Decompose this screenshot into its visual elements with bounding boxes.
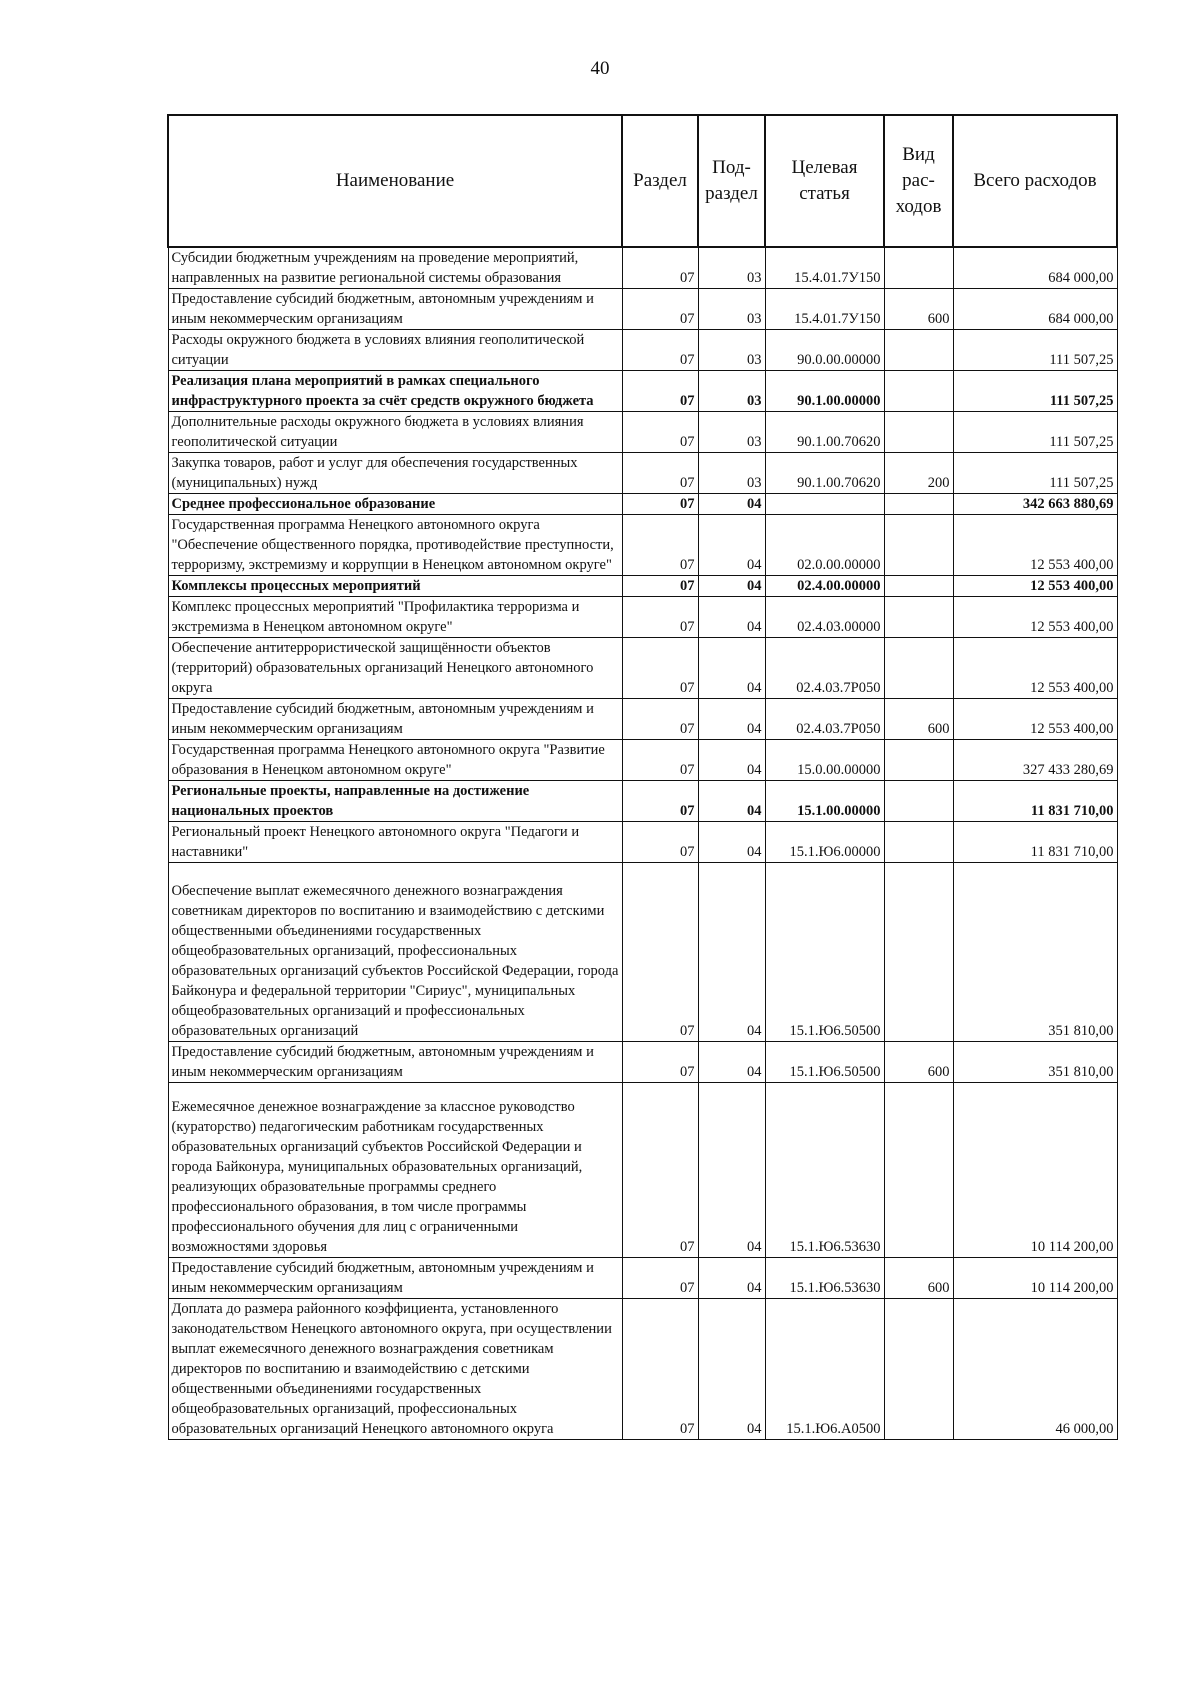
- cell-name: Комплекс процессных мероприятий "Профилактика терроризма и экстремизма в Ненецком автономном округе": [168, 597, 622, 638]
- cell-subsection: 04: [698, 822, 765, 863]
- cell-type: [884, 494, 953, 515]
- cell-name: Государственная программа Ненецкого автономного округа "Развитие образования в Ненецком автономном округе": [168, 740, 622, 781]
- cell-total: 111 507,25: [953, 412, 1117, 453]
- cell-total: 11 831 710,00: [953, 822, 1117, 863]
- cell-type: [884, 371, 953, 412]
- cell-target: 02.4.03.7Р050: [765, 638, 884, 699]
- cell-type: [884, 412, 953, 453]
- cell-name: Государственная программа Ненецкого автономного округа "Обеспечение общественного порядка, противодействие преступности, терроризму, экстремизму и коррупции в Ненецком автономном округе": [168, 515, 622, 576]
- cell-type: [884, 576, 953, 597]
- header-subsection: Под-раздел: [698, 115, 765, 247]
- cell-target: 90.1.00.00000: [765, 371, 884, 412]
- header-target: Целевая статья: [765, 115, 884, 247]
- cell-type: [884, 822, 953, 863]
- cell-type: [884, 330, 953, 371]
- cell-total: 327 433 280,69: [953, 740, 1117, 781]
- cell-target: 15.1.Ю6.50500: [765, 1042, 884, 1083]
- cell-section: 07: [622, 371, 698, 412]
- table-row: [168, 494, 1117, 515]
- cell-target: 02.0.00.00000: [765, 515, 884, 576]
- cell-type: 600: [884, 699, 953, 740]
- table-row: [168, 453, 1117, 494]
- cell-subsection: 04: [698, 515, 765, 576]
- table-row: [168, 412, 1117, 453]
- cell-subsection: 04: [698, 1258, 765, 1299]
- cell-name: Реализация плана мероприятий в рамках специального инфраструктурного проекта за счёт средств окружного бюджета: [168, 371, 622, 412]
- cell-total: 351 810,00: [953, 863, 1117, 1042]
- cell-total: 12 553 400,00: [953, 576, 1117, 597]
- cell-total: 111 507,25: [953, 453, 1117, 494]
- table-row: [168, 1258, 1117, 1299]
- cell-section: 07: [622, 412, 698, 453]
- cell-subsection: 04: [698, 1042, 765, 1083]
- cell-target: 15.1.Ю6.53630: [765, 1258, 884, 1299]
- cell-name: Дополнительные расходы окружного бюджета в условиях влияния геополитической ситуации: [168, 412, 622, 453]
- cell-subsection: 03: [698, 371, 765, 412]
- cell-name: Обеспечение антитеррористической защищённости объектов (территорий) образовательных организаций Ненецкого автономного округа: [168, 638, 622, 699]
- cell-name: Региональный проект Ненецкого автономного округа "Педагоги и наставники": [168, 822, 622, 863]
- cell-target: 90.1.00.70620: [765, 412, 884, 453]
- cell-subsection: 04: [698, 638, 765, 699]
- cell-total: 12 553 400,00: [953, 699, 1117, 740]
- cell-subsection: 04: [698, 1083, 765, 1258]
- cell-target: [765, 494, 884, 515]
- cell-target: 15.4.01.7У150: [765, 247, 884, 289]
- cell-name: Расходы окружного бюджета в условиях влияния геополитической ситуации: [168, 330, 622, 371]
- cell-type: [884, 781, 953, 822]
- cell-subsection: 04: [698, 740, 765, 781]
- cell-section: 07: [622, 863, 698, 1042]
- cell-subsection: 04: [698, 576, 765, 597]
- cell-type: [884, 638, 953, 699]
- cell-subsection: 03: [698, 330, 765, 371]
- table-header-row: [168, 115, 1117, 247]
- cell-target: 02.4.03.7Р050: [765, 699, 884, 740]
- cell-subsection: 04: [698, 597, 765, 638]
- cell-total: 12 553 400,00: [953, 638, 1117, 699]
- cell-target: 15.1.Ю6.А0500: [765, 1299, 884, 1440]
- cell-target: 15.1.Ю6.00000: [765, 822, 884, 863]
- cell-section: 07: [622, 781, 698, 822]
- cell-section: 07: [622, 515, 698, 576]
- cell-section: 07: [622, 1258, 698, 1299]
- cell-name: Предоставление субсидий бюджетным, автономным учреждениям и иным некоммерческим организациям: [168, 699, 622, 740]
- cell-total: 46 000,00: [953, 1299, 1117, 1440]
- cell-section: 07: [622, 1042, 698, 1083]
- cell-target: 02.4.03.00000: [765, 597, 884, 638]
- table-row: [168, 247, 1117, 289]
- cell-total: 684 000,00: [953, 247, 1117, 289]
- cell-name: Доплата до размера районного коэффициента, установленного законодательством Ненецкого автономного округа, при осуществлении выплат ежемесячного денежного вознаграждения советникам директоров по воспитанию и взаимодействию с детскими общественными объединениями государственных общеобразовательных организаций, профессиональных образовательных организаций Ненецкого автономного округа: [168, 1299, 622, 1440]
- table-row: [168, 740, 1117, 781]
- cell-name: Региональные проекты, направленные на достижение национальных проектов: [168, 781, 622, 822]
- cell-total: 111 507,25: [953, 330, 1117, 371]
- cell-subsection: 04: [698, 699, 765, 740]
- cell-type: 600: [884, 1258, 953, 1299]
- cell-target: 15.1.Ю6.53630: [765, 1083, 884, 1258]
- cell-target: 15.1.Ю6.50500: [765, 863, 884, 1042]
- cell-total: 10 114 200,00: [953, 1258, 1117, 1299]
- header-total: Всего расходов: [953, 115, 1117, 247]
- cell-subsection: 04: [698, 494, 765, 515]
- table-row: [168, 1083, 1117, 1258]
- cell-section: 07: [622, 1299, 698, 1440]
- cell-subsection: 03: [698, 412, 765, 453]
- cell-section: 07: [622, 638, 698, 699]
- cell-type: [884, 247, 953, 289]
- cell-type: 600: [884, 289, 953, 330]
- cell-name: Ежемесячное денежное вознаграждение за классное руководство (кураторство) педагогическим работникам государственных образовательных организаций субъектов Российской Федерации и города Байконура, муниципальных образовательных организаций, реализующих образовательные программы среднего профессионального образования, в том числе программы профессионального обучения для лиц с ограниченными возможностями здоровья: [168, 1083, 622, 1258]
- cell-total: 12 553 400,00: [953, 597, 1117, 638]
- cell-subsection: 03: [698, 453, 765, 494]
- cell-type: 200: [884, 453, 953, 494]
- table-body: [168, 247, 1117, 1440]
- table-row: [168, 1042, 1117, 1083]
- cell-section: 07: [622, 740, 698, 781]
- cell-section: 07: [622, 822, 698, 863]
- cell-total: 10 114 200,00: [953, 1083, 1117, 1258]
- cell-subsection: 03: [698, 289, 765, 330]
- table-row: [168, 822, 1117, 863]
- cell-target: 90.1.00.70620: [765, 453, 884, 494]
- cell-target: 15.0.00.00000: [765, 740, 884, 781]
- table-row: [168, 1299, 1117, 1440]
- cell-target: 02.4.00.00000: [765, 576, 884, 597]
- table-row: [168, 371, 1117, 412]
- cell-name: Предоставление субсидий бюджетным, автономным учреждениям и иным некоммерческим организациям: [168, 1258, 622, 1299]
- cell-total: 351 810,00: [953, 1042, 1117, 1083]
- cell-subsection: 04: [698, 781, 765, 822]
- header-type: Вид рас-ходов: [884, 115, 953, 247]
- cell-target: 90.0.00.00000: [765, 330, 884, 371]
- cell-subsection: 03: [698, 247, 765, 289]
- cell-target: 15.1.00.00000: [765, 781, 884, 822]
- cell-name: Среднее профессиональное образование: [168, 494, 622, 515]
- cell-section: 07: [622, 453, 698, 494]
- table-row: [168, 515, 1117, 576]
- cell-type: [884, 1299, 953, 1440]
- cell-section: 07: [622, 597, 698, 638]
- cell-name: Обеспечение выплат ежемесячного денежного вознаграждения советникам директоров по воспитанию и взаимодействию с детскими общественными объединениями государственных общеобразовательных организаций, профессиональных образовательных организаций субъектов Российской Федерации, города Байконура и федеральной территории "Сириус", муниципальных общеобразовательных организаций и профессиональных образовательных организаций: [168, 863, 622, 1042]
- table-row: [168, 638, 1117, 699]
- cell-type: [884, 597, 953, 638]
- table-row: [168, 781, 1117, 822]
- cell-name: Комплексы процессных мероприятий: [168, 576, 622, 597]
- cell-section: 07: [622, 289, 698, 330]
- budget-table: [167, 114, 1118, 1440]
- cell-name: Закупка товаров, работ и услуг для обеспечения государственных (муниципальных) нужд: [168, 453, 622, 494]
- cell-total: 11 831 710,00: [953, 781, 1117, 822]
- table-row: [168, 330, 1117, 371]
- cell-type: [884, 1083, 953, 1258]
- header-name: Наименование: [168, 115, 622, 247]
- cell-type: [884, 740, 953, 781]
- cell-total: 12 553 400,00: [953, 515, 1117, 576]
- cell-total: 684 000,00: [953, 289, 1117, 330]
- table-row: [168, 863, 1117, 1042]
- cell-name: Субсидии бюджетным учреждениям на проведение мероприятий, направленных на развитие региональной системы образования: [168, 247, 622, 289]
- cell-total: 111 507,25: [953, 371, 1117, 412]
- header-section: Раздел: [622, 115, 698, 247]
- cell-subsection: 04: [698, 1299, 765, 1440]
- table-row: [168, 289, 1117, 330]
- table-row: [168, 597, 1117, 638]
- cell-type: 600: [884, 1042, 953, 1083]
- cell-section: 07: [622, 699, 698, 740]
- cell-total: 342 663 880,69: [953, 494, 1117, 515]
- cell-subsection: 04: [698, 863, 765, 1042]
- cell-section: 07: [622, 1083, 698, 1258]
- cell-name: Предоставление субсидий бюджетным, автономным учреждениям и иным некоммерческим организациям: [168, 1042, 622, 1083]
- page-number: 40: [590, 58, 610, 79]
- cell-section: 07: [622, 494, 698, 515]
- cell-section: 07: [622, 247, 698, 289]
- cell-type: [884, 863, 953, 1042]
- cell-section: 07: [622, 576, 698, 597]
- cell-target: 15.4.01.7У150: [765, 289, 884, 330]
- cell-name: Предоставление субсидий бюджетным, автономным учреждениям и иным некоммерческим организациям: [168, 289, 622, 330]
- cell-section: 07: [622, 330, 698, 371]
- table-row: [168, 699, 1117, 740]
- cell-type: [884, 515, 953, 576]
- table-row: [168, 576, 1117, 597]
